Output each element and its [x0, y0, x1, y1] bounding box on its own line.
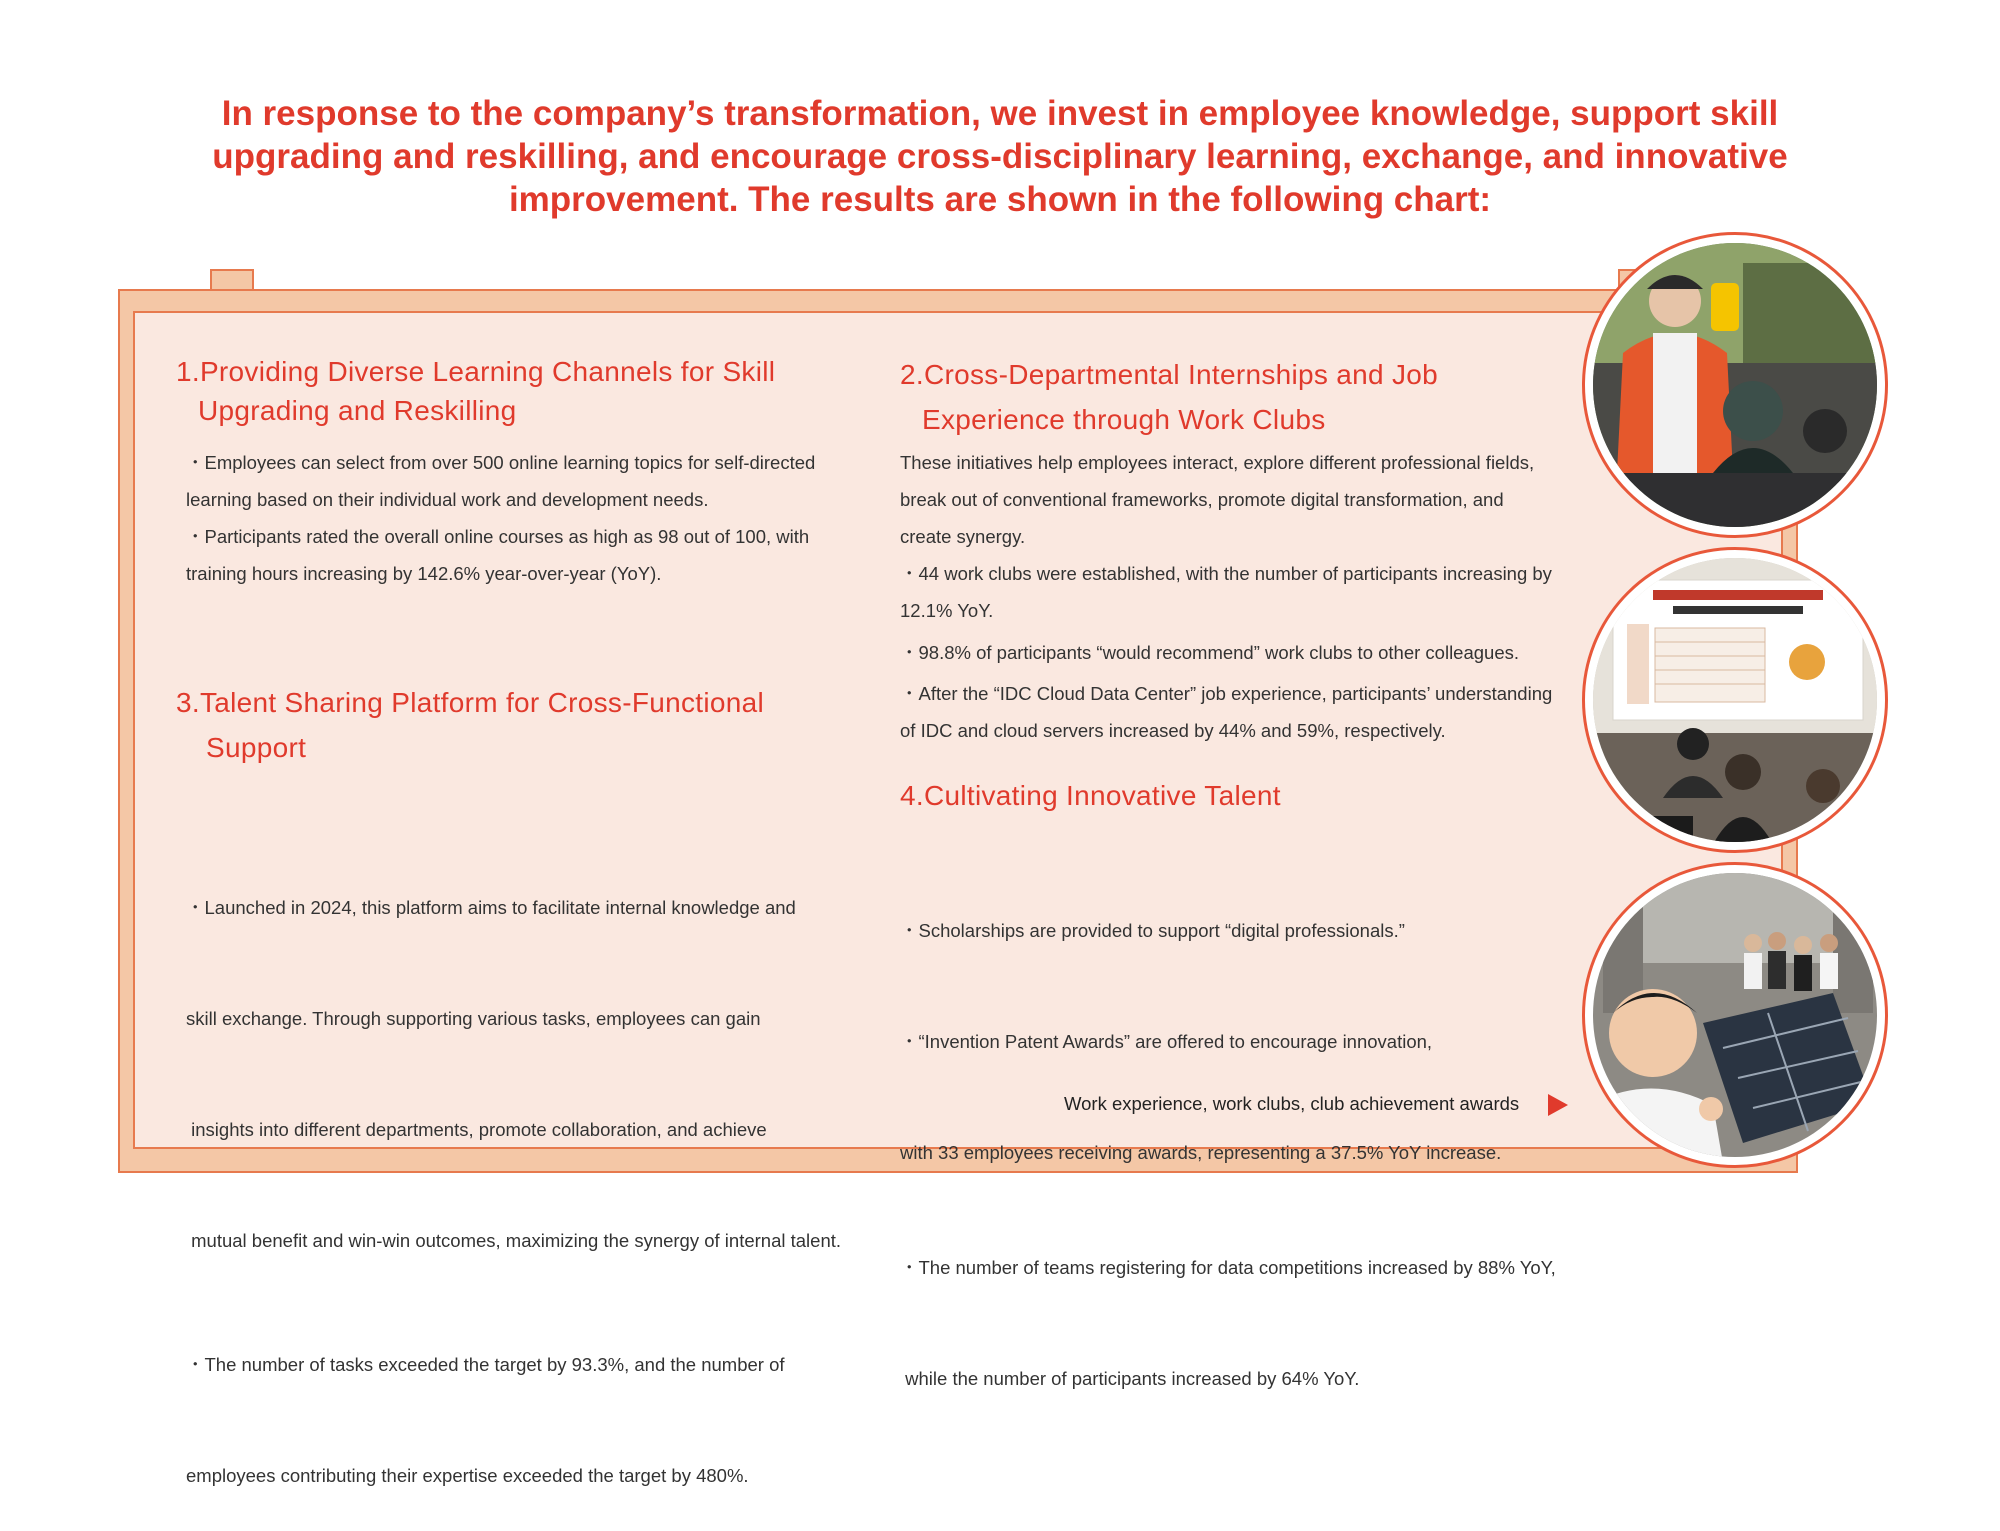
- section-3-line: mutual benefit and win-win outcomes, maximizing the synergy of internal talent.: [186, 1230, 842, 1251]
- section-2-line: ・After the “IDC Cloud Data Center” job experience, participants’ understanding: [900, 683, 1553, 704]
- section-2-title: [900, 352, 1438, 442]
- section-3-title-line-2: Support: [206, 732, 307, 763]
- section-3-line: ・The number of tasks exceeded the target by 93.3%, and the number of: [186, 1354, 785, 1375]
- section-4-line: with 33 employees receiving awards, representing a 37.5% YoY increase.: [900, 1142, 1502, 1163]
- section-2-line: ・44 work clubs were established, with the number of participants increasing by: [900, 563, 1552, 584]
- section-3-body: [186, 815, 886, 1531]
- photo-caption: Work experience, work clubs, club achievement awards: [1064, 1093, 1520, 1114]
- photo-presenter-image: [1593, 243, 1877, 527]
- section-4-title: 4.Cultivating Innovative Talent: [900, 780, 1281, 811]
- section-2-title-line-2: Experience through Work Clubs: [922, 404, 1326, 435]
- section-2-title-line-1: 2.Cross-Departmental Internships and Job: [900, 359, 1439, 390]
- section-3-title: [176, 680, 764, 770]
- section-1-title: [176, 352, 775, 430]
- section-1-title-line-2: Upgrading and Reskilling: [198, 395, 517, 426]
- section-2-line: ・98.8% of participants “would recommend” work clubs to other colleagues.: [900, 642, 1520, 663]
- photo-classroom-image: [1593, 558, 1877, 842]
- triangle-right-icon: [1548, 1094, 1568, 1116]
- section-2-line: break out of conventional frameworks, promote digital transformation, and: [900, 489, 1504, 510]
- section-3-title-line-1: 3.Talent Sharing Platform for Cross-Functional: [176, 687, 765, 718]
- photo-solar-team-image: [1593, 873, 1877, 1157]
- section-1-line: training hours increasing by 142.6% year-over-year (YoY).: [186, 563, 662, 584]
- section-2-line: These initiatives help employees interact, explore different professional fields,: [900, 452, 1535, 473]
- section-3-line: insights into different departments, promote collaboration, and achieve: [186, 1119, 767, 1140]
- section-1-line: ・Participants rated the overall online courses as high as 98 out of 100, with: [186, 526, 810, 547]
- section-1-title-line-1: 1.Providing Diverse Learning Channels for Skill: [176, 356, 776, 387]
- photo-presenter: [1582, 232, 1888, 538]
- section-1-line: learning based on their individual work and development needs.: [186, 489, 709, 510]
- photo-solar-team: [1582, 862, 1888, 1168]
- section-4-line: ・The number of teams registering for data competitions increased by 88% YoY,: [900, 1257, 1556, 1278]
- section-3-line: employees contributing their expertise exceeded the target by 480%.: [186, 1465, 749, 1486]
- section-3-line: ・Launched in 2024, this platform aims to facilitate internal knowledge and: [186, 897, 796, 918]
- intro-line-2: upgrading and reskilling, and encourage cross-disciplinary learning, exchange, and innovative: [212, 137, 1788, 176]
- section-2-body: [900, 444, 1572, 749]
- section-1-body: [186, 444, 862, 592]
- section-1-line: ・Employees can select from over 500 online learning topics for self-directed: [186, 452, 816, 473]
- section-4-line: ・Scholarships are provided to support “digital professionals.”: [900, 920, 1405, 941]
- section-4-line: while the number of participants increased by 64% YoY.: [900, 1368, 1360, 1389]
- intro-line-1: In response to the company’s transformation, we invest in employee knowledge, support skill: [221, 94, 1779, 133]
- intro-heading: [200, 92, 1800, 221]
- section-4-body: [900, 838, 1580, 1434]
- intro-line-3: improvement. The results are shown in the following chart:: [508, 180, 1492, 219]
- section-2-line: of IDC and cloud servers increased by 44% and 59%, respectively.: [900, 720, 1446, 741]
- section-3-line: skill exchange. Through supporting various tasks, employees can gain: [186, 1008, 761, 1029]
- section-2-line: create synergy.: [900, 526, 1026, 547]
- photo-classroom: [1582, 547, 1888, 853]
- section-2-line: 12.1% YoY.: [900, 600, 994, 621]
- section-4-line: ・“Invention Patent Awards” are offered to encourage innovation,: [900, 1031, 1433, 1052]
